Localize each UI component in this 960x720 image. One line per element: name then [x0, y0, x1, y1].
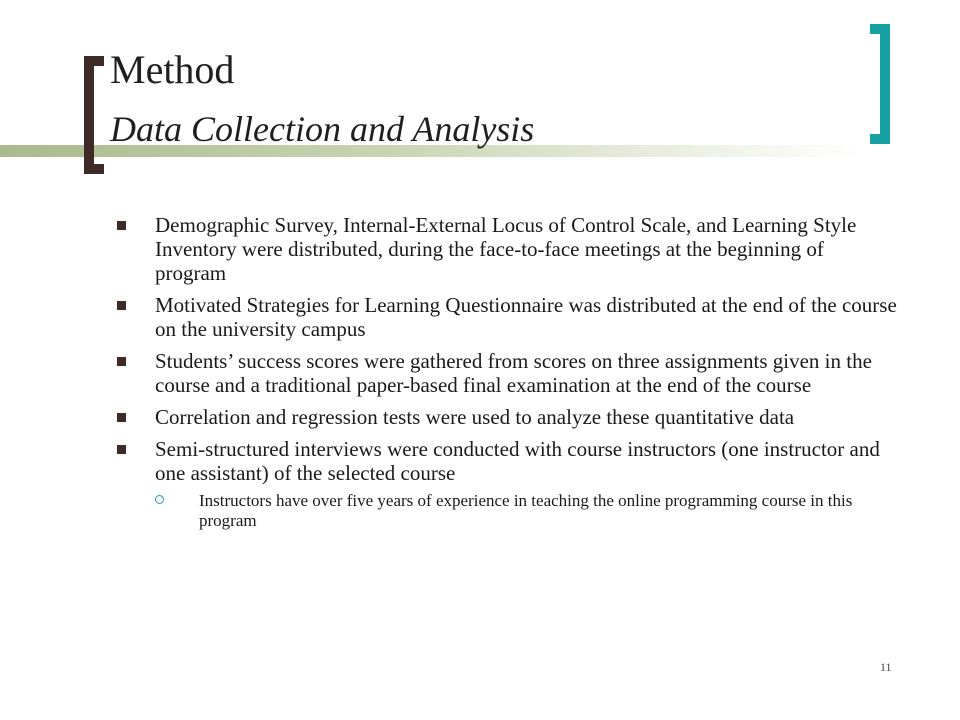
bullet-text: Semi-structured interviews were conducted with course instructors (one instructor and one assistant) of the selected course	[155, 437, 880, 485]
bullet-item	[117, 437, 897, 485]
square-bullet-icon	[117, 413, 126, 422]
square-bullet-icon	[117, 357, 126, 366]
bullet-text: Motivated Strategies for Learning Questionnaire was distributed at the end of the course on the university campus	[155, 293, 897, 341]
sub-bullet-text: Instructors have over five years of experience in teaching the online programming course in this program	[199, 491, 853, 530]
bullet-item	[117, 405, 897, 429]
left-bracket-decoration	[84, 56, 104, 174]
circle-bullet-icon	[155, 495, 164, 504]
square-bullet-icon	[117, 301, 126, 310]
square-bullet-icon	[117, 221, 126, 230]
bullet-list	[117, 213, 897, 531]
slide-subtitle: Data Collection and Analysis	[110, 109, 535, 149]
bullet-item	[117, 349, 897, 397]
slide-title: Method	[110, 47, 235, 92]
square-bullet-icon	[117, 445, 126, 454]
bullet-item	[117, 293, 897, 341]
bullet-text: Students’ success scores were gathered from scores on three assignments given in the course and a traditional paper-based final examination at the end of the course	[155, 349, 872, 397]
bullet-text: Demographic Survey, Internal-External Locus of Control Scale, and Learning Style Inventory were distributed, during the face-to-face meetings at the beginning of program	[155, 213, 857, 285]
page-number: 11	[880, 660, 892, 674]
sub-bullet-item	[155, 491, 897, 531]
right-bracket-decoration	[870, 24, 890, 144]
bullet-text: Correlation and regression tests were used to analyze these quantitative data	[155, 405, 795, 429]
bullet-item	[117, 213, 897, 285]
